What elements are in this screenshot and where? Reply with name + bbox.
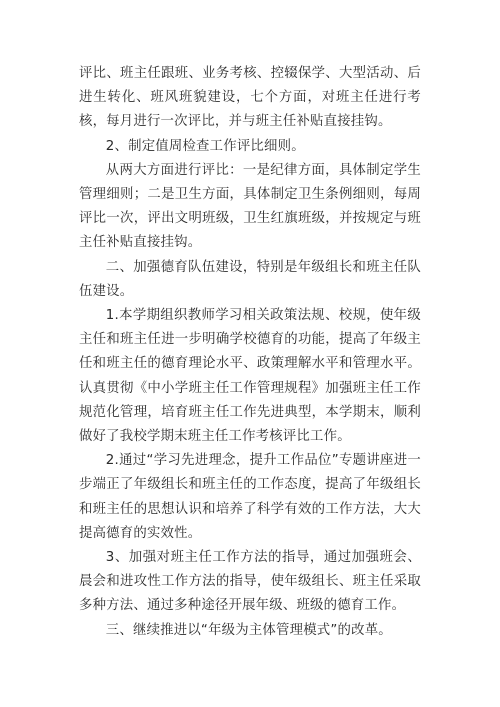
paragraph-item-2: 2.通过“学习先进理念，提升工作品位”专题讲座进一步端正了年级组长和班主任的工作态度，提高了年级组长和班主任的思想认识和培养了科学有效的工作方法，大大提高德育的实效性。 (79, 453, 421, 541)
paragraph-item-3: 3、加强对班主任工作方法的指导，通过加强班会、晨会和进攻性工作方法的指导，使年级组长、班主任采取多种方法、通过多种途径开展年级、班级的德育工作。 (79, 550, 421, 614)
section-heading-3: 三、继续推进以“年级为主体管理模式”的改革。 (105, 622, 392, 638)
document-body (79, 62, 421, 643)
section-heading-2: 二、加强德育队伍建设，特别是年级组长和班主任队伍建设。 (79, 259, 421, 299)
paragraph-item-2-heading: 2、制定值周检查工作评比细则。 (105, 138, 305, 154)
paragraph-item-1: 1.本学期组织教师学习相关政策法规、校规，使年级主任和班主任进一步明确学校德育的功能，提高了年级主任和班主任的德育理论水平、政策理解水平和管理水平。认真贯彻《中小学班主任工作管理规程》加强班主任工作规范化管理，培育班主任工作先进典型，本学期末，顺利做好了我校学期末班主任工作考核评比工作。 (79, 308, 421, 445)
paragraph-continuation: 评比、班主任跟班、业务考核、控辍保学、大型活动、后进生转化、班风班貌建设，七个方面，对班主任进行考核，每月进行一次评比，并与班主任补贴直接挂钩。 (79, 66, 421, 130)
paragraph-duty-week-rules: 从两大方面进行评比：一是纪律方面，具体制定学生管理细则；二是卫生方面，具体制定卫生条例细则，每周评比一次，评出文明班级，卫生红旗班级，并按规定与班主任补贴直接挂钩。 (79, 162, 421, 251)
